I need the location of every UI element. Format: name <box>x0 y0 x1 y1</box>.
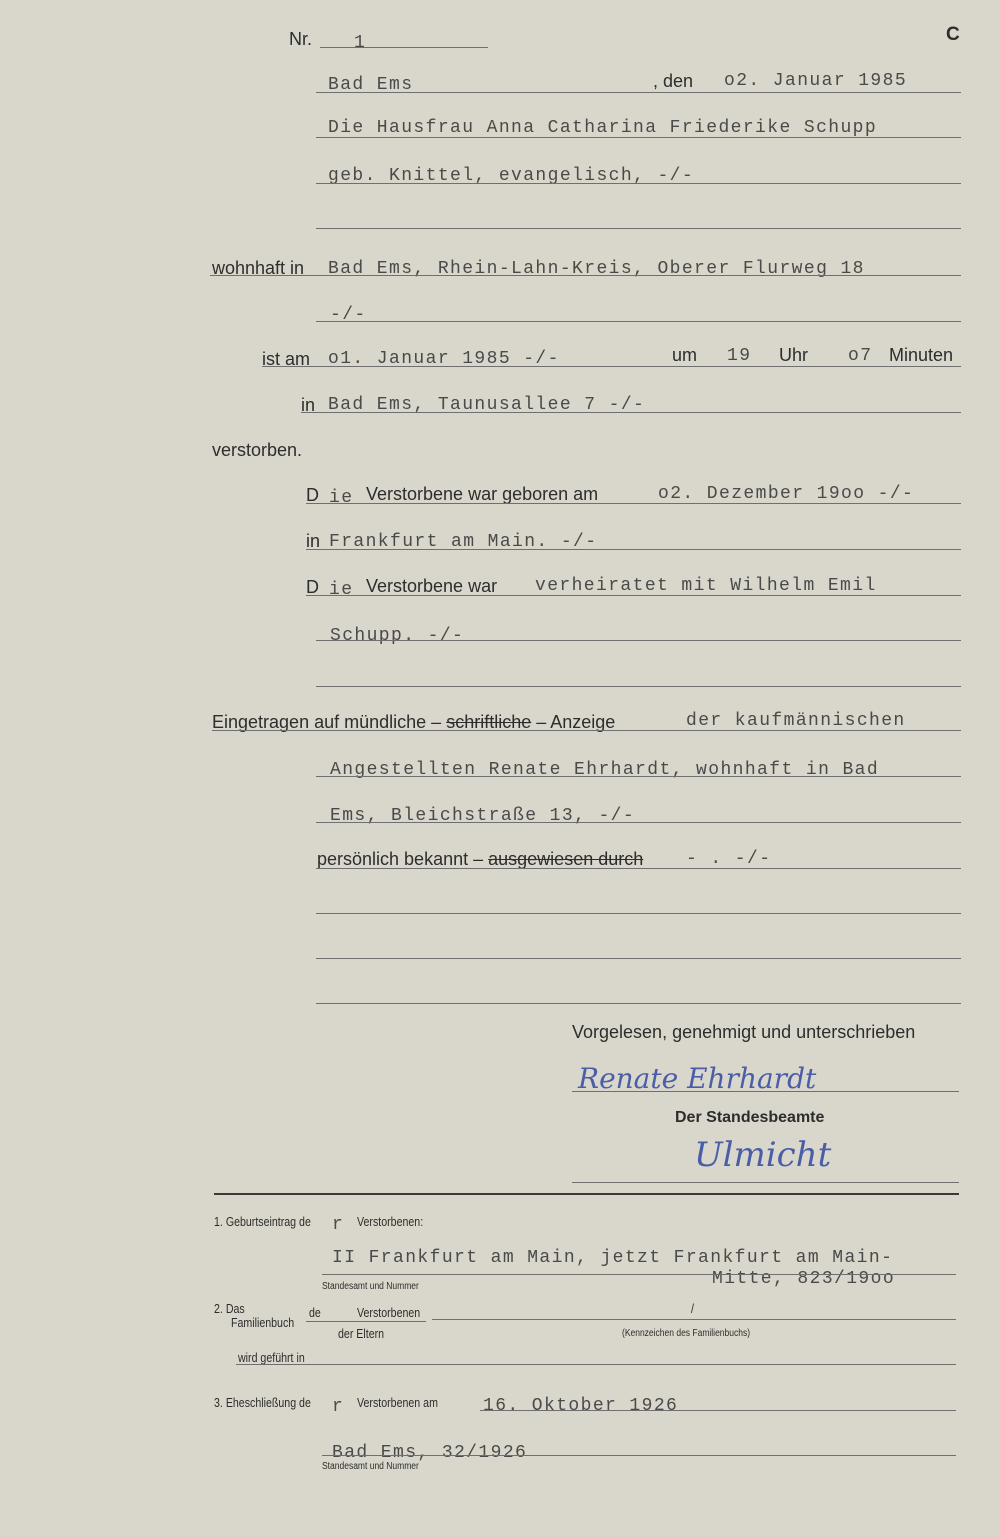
marital-prefix: D <box>306 577 319 597</box>
rule <box>316 228 961 229</box>
rule <box>316 137 961 138</box>
marriage-r: r <box>332 1397 345 1417</box>
nr-line <box>320 47 488 48</box>
ist-am-label: ist am <box>262 349 311 369</box>
informant-line-2: Angestellten Renate Ehrhardt, wohnhaft in Bad <box>330 760 880 780</box>
registration-date: o2. Januar 1985 <box>724 71 908 91</box>
rule <box>316 822 961 823</box>
rule <box>236 1364 956 1365</box>
birth-ie: ie <box>329 488 354 508</box>
rule <box>316 321 961 322</box>
informant-line-3: Ems, Bleichstraße 13, -/- <box>330 806 636 826</box>
family-book-label: Familienbuch <box>231 1316 295 1330</box>
rule <box>301 412 961 413</box>
verstorben-label: verstorben. <box>212 440 303 460</box>
place-of-registration: Bad Ems <box>328 75 414 95</box>
marriage-registry: Bad Ems, 32/1926 <box>332 1443 528 1463</box>
rule <box>316 776 961 777</box>
marriage-date: 16. Oktober 1926 <box>483 1396 679 1416</box>
registrar-title: Standesbeamte <box>706 1109 825 1126</box>
birth-label: Verstorbene war geboren am <box>366 484 599 504</box>
marital-label: Verstorbene war <box>366 576 498 596</box>
registrar-der: Der <box>675 1109 702 1126</box>
report-label-written-struck: schriftliche <box>446 712 532 732</box>
marital-ie: ie <box>329 580 354 600</box>
registrar-label <box>675 1109 824 1127</box>
marital-status: verheiratet mit Wilhelm Emil <box>535 576 877 596</box>
family-book-de: de <box>309 1306 321 1320</box>
rule <box>316 1003 961 1004</box>
birth-entry-label-b: Verstorbenen: <box>357 1215 424 1229</box>
footer-divider <box>214 1193 959 1195</box>
um-label: um <box>672 345 698 365</box>
rule <box>316 686 961 687</box>
informant-line-1: der kaufmännischen <box>686 711 906 731</box>
svg-text:Renate Ehrhardt: Renate Ehrhardt <box>578 1062 817 1095</box>
birth-entry-r: r <box>332 1215 345 1235</box>
family-book-num: 2. Das <box>214 1302 245 1316</box>
residence-continuation: -/- <box>330 305 367 325</box>
rule <box>572 1182 959 1183</box>
marriage-label-b: Verstorbenen am <box>357 1396 438 1410</box>
birth-entry-line-1: II Frankfurt am Main, jetzt Frankfurt am Main- <box>332 1248 894 1268</box>
birth-entry-label: 1. Geburtseintrag de <box>214 1215 311 1229</box>
report-label-anzeige: – Anzeige <box>536 712 616 732</box>
marriage-label: 3. Eheschließung de <box>214 1396 311 1410</box>
birth-place: Frankfurt am Main. -/- <box>329 532 598 552</box>
death-date: o1. Januar 1985 -/- <box>328 349 560 369</box>
birth-prefix: D <box>306 485 319 505</box>
birth-entry-sub: Standesamt und Nummer <box>322 1281 419 1292</box>
death-place: Bad Ems, Taunusallee 7 -/- <box>328 395 646 415</box>
minuten-label: Minuten <box>889 345 954 365</box>
spouse-name: Schupp. -/- <box>330 626 465 646</box>
death-in-label: in <box>301 395 316 415</box>
corner-letter: C <box>946 24 960 45</box>
birth-date: o2. Dezember 19oo -/- <box>658 484 915 504</box>
uhr-label: Uhr <box>779 345 809 365</box>
rule <box>306 595 961 596</box>
rule <box>316 183 961 184</box>
rule <box>322 1274 956 1275</box>
rule <box>306 1321 426 1322</box>
family-book-eltern: der Eltern <box>338 1327 385 1341</box>
report-label-oral: Eingetragen auf mündliche – <box>212 712 442 732</box>
rule <box>316 958 961 959</box>
nr-label: Nr. <box>289 29 313 49</box>
registrar-signature <box>690 1126 930 1178</box>
family-book-kept-label: wird geführt in <box>238 1351 305 1365</box>
rule <box>432 1319 956 1320</box>
marriage-sub: Standesamt und Nummer <box>322 1461 419 1472</box>
date-line <box>316 92 961 93</box>
birth-in-label: in <box>306 531 321 551</box>
residence-address: Bad Ems, Rhein-Lahn-Kreis, Oberer Flurweg 18 <box>328 259 865 279</box>
family-book-kennzeichen: (Kennzeichen des Familienbuchs) <box>622 1328 751 1339</box>
rule <box>306 549 961 550</box>
known-label <box>317 849 643 870</box>
death-hour: 19 <box>727 346 752 366</box>
rule <box>316 913 961 914</box>
read-approved-label: Vorgelesen, genehmigt und unterschrieben <box>572 1022 916 1042</box>
den-label: , den <box>653 71 694 91</box>
svg-text:Ulmicht: Ulmicht <box>694 1135 832 1175</box>
deceased-name: Die Hausfrau Anna Catharina Friederike Schupp <box>328 118 878 138</box>
known-personally: persönlich bekannt – <box>317 849 484 869</box>
rule <box>262 366 961 367</box>
rule <box>480 1410 956 1411</box>
family-book-slash: / <box>691 1302 694 1316</box>
family-book-verstorbenen: Verstorbenen <box>357 1306 421 1320</box>
rule <box>210 275 961 276</box>
birth-entry-line-2: Mitte, 823/19oo <box>712 1269 896 1289</box>
rule <box>316 640 961 641</box>
rule <box>316 868 961 869</box>
identified-by-struck: ausgewiesen durch <box>488 849 644 869</box>
deceased-details: geb. Knittel, evangelisch, -/- <box>328 166 695 186</box>
nr-value: 1 <box>354 33 367 53</box>
known-typed: - . -/- <box>686 849 772 869</box>
rule <box>322 1455 956 1456</box>
death-minutes: o7 <box>848 346 873 366</box>
residence-label: wohnhaft in <box>212 258 305 278</box>
rule <box>572 1091 959 1092</box>
rule <box>306 503 961 504</box>
rule <box>212 730 961 731</box>
